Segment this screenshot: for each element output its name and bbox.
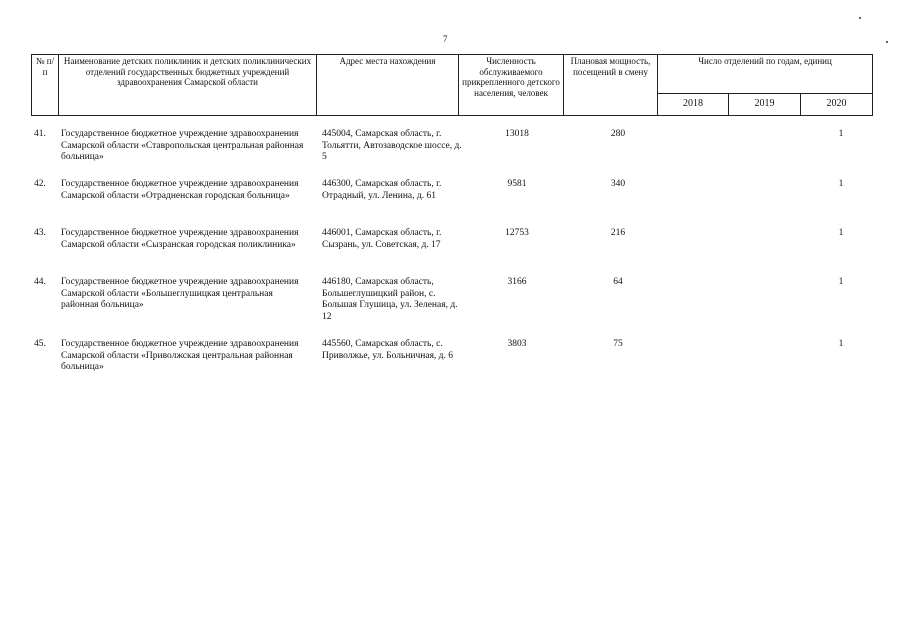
row-institution-name: Государственное бюджетное учреждение здравоохранения Самарской области «Отрадненская городская больница» (61, 179, 299, 201)
row-institution-name: Государственное бюджетное учреждение здравоохранения Самарской области «Ставропольская центральная районная больница» (61, 129, 304, 162)
row-population: 3803 (507, 339, 527, 349)
row-population: 3166 (507, 277, 527, 287)
row-capacity: 340 (610, 179, 626, 189)
row-address: 445560, Самарская область, с. Приволжье, ул. Больничная, д. 6 (322, 339, 454, 361)
row-institution-name: Государственное бюджетное учреждение здравоохранения Самарской области «Большеглушицкая центральная районная больница» (61, 277, 299, 310)
row-number: 41. (34, 129, 46, 139)
scan-speck (886, 41, 888, 43)
row-year-2020: 1 (838, 228, 844, 238)
row-number: 44. (34, 277, 46, 287)
row-address: 445004, Самарская область, г. Тольятти, Автозаводское шоссе, д. 5 (322, 129, 462, 162)
scan-speck (859, 17, 861, 19)
row-year-2020: 1 (838, 277, 844, 287)
page-number: 7 (443, 34, 448, 44)
row-population: 12753 (505, 228, 529, 238)
header-year-2019: 2019 (729, 94, 801, 116)
header-capacity: Плановая мощность, посещений в смену (564, 55, 658, 116)
row-address: 446180, Самарская область, Большеглушицкий район, с. Большая Глушица, ул. Зеленая, д. 12 (322, 277, 458, 322)
row-address: 446001, Самарская область, г. Сызрань, ул. Советская, д. 17 (322, 228, 442, 250)
row-address: 446300, Самарская область, г. Отрадный, ул. Ленина, д. 61 (322, 179, 442, 201)
row-number: 43. (34, 228, 46, 238)
row-capacity: 64 (613, 277, 623, 287)
row-number: 42. (34, 179, 46, 189)
row-year-2020: 1 (838, 179, 844, 189)
row-institution-name: Государственное бюджетное учреждение здравоохранения Самарской области «Сызранская городская поликлиника» (61, 228, 299, 250)
header-address: Адрес места нахождения (317, 55, 459, 116)
row-year-2020: 1 (838, 339, 844, 349)
header-year-2020: 2020 (801, 94, 873, 116)
header-population: Численность обслуживаемого прикрепленного детского населения, человек (459, 55, 564, 116)
header-name: Наименование детских поликлиник и детских поликлинических отделений государственных бюджетных учреждений здравоохранения Самарской области (59, 55, 317, 116)
row-institution-name: Государственное бюджетное учреждение здравоохранения Самарской области «Приволжская центральная районная больница» (61, 339, 299, 372)
row-year-2020: 1 (838, 129, 844, 139)
header-departments: Число отделений по годам, единиц (658, 55, 873, 94)
row-capacity: 216 (610, 228, 626, 238)
row-population: 9581 (507, 179, 527, 189)
row-number: 45. (34, 339, 46, 349)
row-capacity: 280 (610, 129, 626, 139)
row-population: 13018 (505, 129, 529, 139)
header-year-2018: 2018 (658, 94, 729, 116)
table-header (31, 54, 873, 116)
row-capacity: 75 (613, 339, 623, 349)
header-number: № п/п (32, 55, 59, 116)
